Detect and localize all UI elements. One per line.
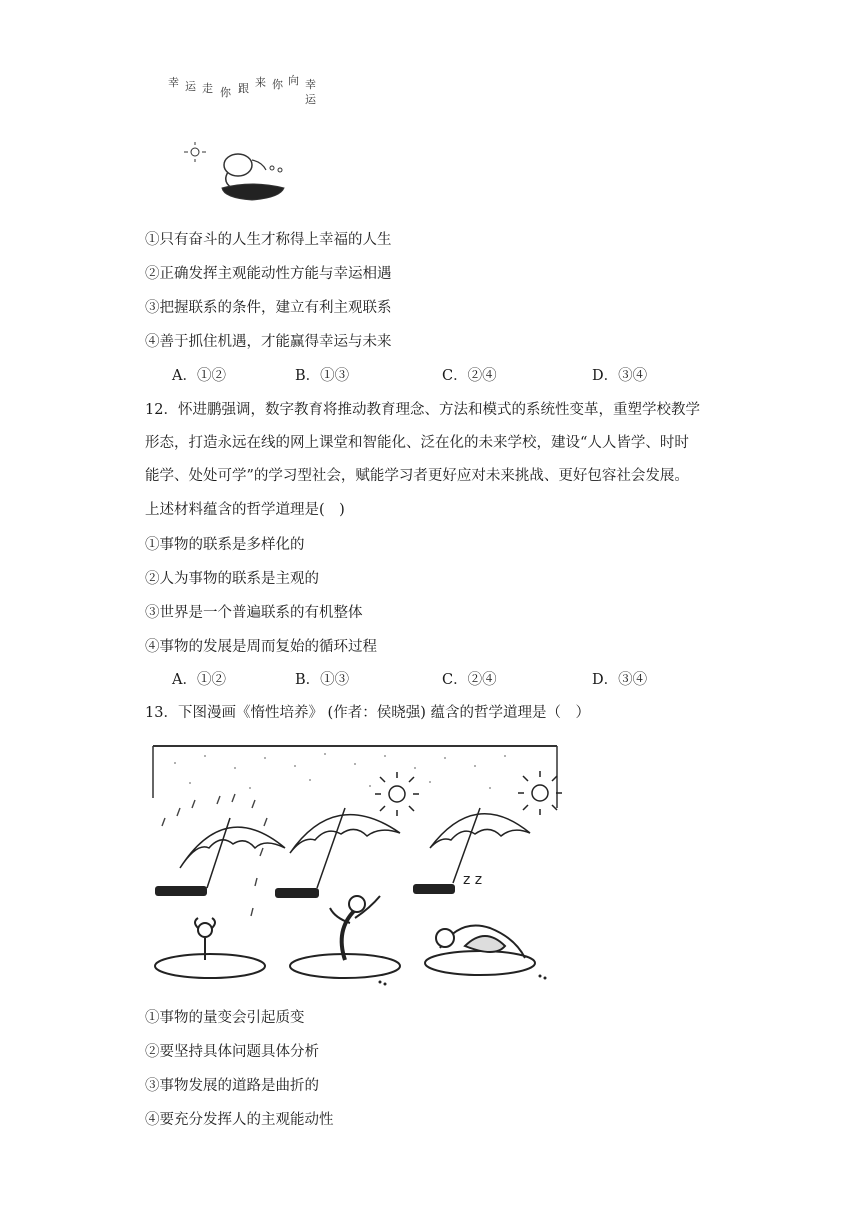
option-a[interactable]: A．①②	[172, 368, 226, 384]
q12-statement: ②人为事物的联系是主观的	[145, 571, 319, 587]
option-a[interactable]: A．①②	[172, 672, 226, 688]
q12-statement: ④事物的发展是周而复始的循环过程	[145, 639, 377, 655]
cartoon-char: 你	[220, 86, 231, 99]
q12-stem-line: 12．怀进鹏强调，数字教育将推动教育理念、方法和模式的系统性变革，重塑学校教学	[145, 402, 700, 418]
cartoon-char: 运	[185, 80, 196, 93]
q12-statement: ①事物的联系是多样化的	[145, 537, 305, 553]
svg-text:z z: z z	[463, 872, 483, 888]
q11-cartoon-image	[160, 70, 320, 210]
cartoon-char: 走	[202, 82, 213, 95]
option-b[interactable]: B．①③	[295, 368, 350, 384]
q11-statement: ①只有奋斗的人生才称得上幸福的人生	[145, 232, 392, 248]
q13-statement: ④要充分发挥人的主观能动性	[145, 1112, 334, 1128]
q13-statement: ①事物的量变会引起质变	[145, 1010, 305, 1026]
q11-statement: ④善于抓住机遇，才能赢得幸运与未来	[145, 334, 392, 350]
cartoon-char: 你	[272, 78, 283, 91]
q11-statement: ②正确发挥主观能动性方能与幸运相遇	[145, 266, 392, 282]
cartoon-char: 来	[255, 76, 266, 89]
cartoon-char: 向	[288, 74, 299, 87]
q13-statement: ②要坚持具体问题具体分析	[145, 1044, 319, 1060]
q12-stem-line: 能学、处处可学”的学习型社会，赋能学习者更好应对未来挑战、更好包容社会发展。	[145, 468, 689, 484]
option-c[interactable]: C．②④	[442, 672, 497, 688]
q12-statement: ③世界是一个普遍联系的有机整体	[145, 605, 363, 621]
option-b[interactable]: B．①③	[295, 672, 350, 688]
q13-cartoon-image	[145, 738, 565, 988]
q12-stem-line: 上述材料蕴含的哲学道理是( )	[145, 502, 345, 518]
q13-statement: ③事物发展的道路是曲折的	[145, 1078, 319, 1094]
option-d[interactable]: D．③④	[592, 368, 648, 384]
option-d[interactable]: D．③④	[592, 672, 648, 688]
cartoon-char: 幸	[305, 78, 316, 91]
cartoon-char: 幸	[168, 76, 179, 89]
q12-stem-line: 形态，打造永远在线的网上课堂和智能化、泛在化的未来学校，建设“人人皆学、时时	[145, 435, 689, 451]
q13-stem: 13．下图漫画《惰性培养》 (作者：侯晓强) 蕴含的哲学道理是（ ）	[145, 705, 590, 721]
cartoon-char: 跟	[238, 82, 249, 95]
q11-statement: ③把握联系的条件，建立有利主观联系	[145, 300, 392, 316]
cartoon-char: 运	[305, 93, 316, 106]
option-c[interactable]: C．②④	[442, 368, 497, 384]
